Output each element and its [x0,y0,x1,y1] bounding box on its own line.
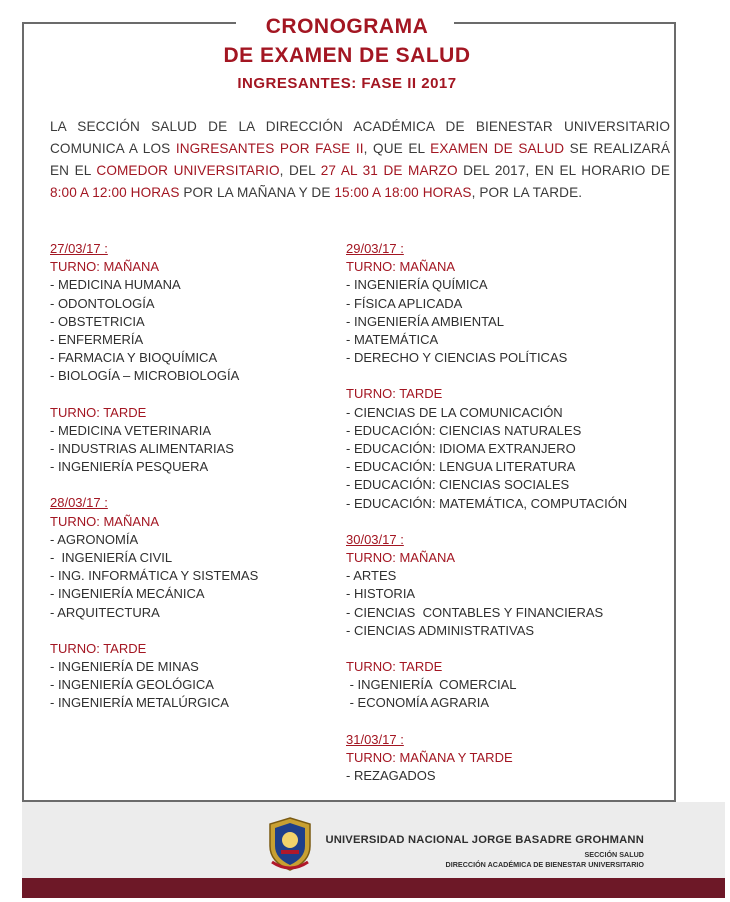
intro-highlight: EXAMEN DE SALUD [430,141,565,156]
shift-label: TURNO: MAÑANA Y TARDE [346,749,513,765]
faculty-item: - INGENIERÍA PESQUERA [50,459,209,475]
section-name: SECCIÓN SALUD [584,850,644,859]
title-line-3: INGRESANTES: FASE II 2017 [237,75,457,92]
intro-highlight: 8:00 A 12:00 HORAS [50,185,180,200]
faculty-item: - EDUCACIÓN: MATEMÁTICA, COMPUTACIÓN [346,495,628,511]
faculty-item: - AGRONOMÍA [50,531,139,547]
faculty-item: - CIENCIAS ADMINISTRATIVAS [346,622,535,638]
intro-text: , QUE EL [363,141,431,156]
faculty-item: - FÍSICA APLICADA [346,295,463,311]
faculty-item: - INGENIERÍA COMERCIAL [346,677,517,693]
faculty-item: - ENFERMERÍA [50,332,144,348]
title-line-1: CRONOGRAMA [265,15,429,38]
faculty-item: - EDUCACIÓN: CIENCIAS NATURALES [346,422,582,438]
shift-label: TURNO: MAÑANA [50,259,160,275]
intro-highlight: 15:00 A 18:00 HORAS [334,185,472,200]
schedule-date: 30/03/17 : [346,531,404,547]
faculty-item: - EDUCACIÓN: LENGUA LITERATURA [346,459,576,475]
intro-text: POR LA MAÑANA Y DE [179,185,335,200]
faculty-item: - DERECHO Y CIENCIAS POLÍTICAS [346,350,568,366]
shift-label: TURNO: MAÑANA [346,259,456,275]
intro-highlight: INGRESANTES POR FASE II [175,141,364,156]
shift-label: TURNO: TARDE [346,659,443,675]
intro-paragraph [50,116,670,204]
faculty-item: - MATEMÁTICA [346,332,439,348]
intro-text: SE REALIZARÁ EN EL [50,141,670,178]
faculty-item: - INGENIERÍA AMBIENTAL [346,313,504,329]
faculty-item: - INGENIERÍA CIVIL [50,550,173,566]
faculty-item: - INDUSTRIAS ALIMENTARIAS [50,441,234,457]
schedule-date: 31/03/17 : [346,731,404,747]
faculty-item: - ODONTOLOGÍA [50,295,155,311]
schedule-date: 29/03/17 : [346,241,404,256]
faculty-item: - OBSTETRICIA [50,313,145,329]
intro-text: , DEL [279,163,321,178]
direction-name: DIRECCIÓN ACADÉMICA DE BIENESTAR UNIVERSITARIO [445,860,644,869]
university-name: UNIVERSIDAD NACIONAL JORGE BASADRE GROHMANN [325,834,644,846]
footer-bar [22,878,725,898]
faculty-item: - ARQUITECTURA [50,604,160,620]
intro-text: , POR LA TARDE. [471,185,583,200]
shift-label: TURNO: TARDE [50,640,147,656]
faculty-item: - INGENIERÍA METALÚRGICA [50,695,229,711]
intro-text: LA SECCIÓN SALUD DE LA DIRECCIÓN ACADÉMICA DE BIENESTAR UNIVERSITARIO COMUNICA A LOS [50,119,670,156]
shift-label: TURNO: TARDE [346,386,443,402]
faculty-item: - EDUCACIÓN: CIENCIAS SOCIALES [346,477,570,493]
faculty-item: - INGENIERÍA DE MINAS [50,659,199,675]
intro-text: DEL 2017, EN EL HORARIO DE [457,163,670,178]
university-seal-icon [266,816,314,872]
faculty-item: - ARTES [346,568,397,584]
faculty-item: - REZAGADOS [346,768,436,784]
intro-highlight: COMEDOR UNIVERSITARIO [96,163,280,178]
faculty-item: - CIENCIAS CONTABLES Y FINANCIERAS [346,604,604,620]
shift-label: TURNO: TARDE [50,404,147,420]
shift-label: TURNO: MAÑANA [50,513,160,529]
title-line-2: DE EXAMEN DE SALUD [223,44,471,67]
schedule-left-column [50,240,340,713]
intro-highlight: 27 AL 31 DE MARZO [320,163,458,178]
faculty-item: - INGENIERÍA GEOLÓGICA [50,677,214,693]
shift-label: TURNO: MAÑANA [346,550,456,566]
schedule-date: 28/03/17 : [50,495,108,511]
faculty-item: - BIOLOGÍA – MICROBIOLOGÍA [50,368,240,384]
faculty-item: - HISTORIA [346,586,416,602]
faculty-item: - FARMACIA Y BIOQUÍMICA [50,350,218,366]
faculty-item: - CIENCIAS DE LA COMUNICACIÓN [346,404,563,420]
faculty-item: - MEDICINA HUMANA [50,277,181,293]
faculty-item: - EDUCACIÓN: IDIOMA EXTRANJERO [346,441,576,457]
faculty-item: - INGENIERÍA QUÍMICA [346,277,488,293]
faculty-item: - MEDICINA VETERINARIA [50,422,212,438]
schedule-right-column [346,240,666,785]
faculty-item: - ING. INFORMÁTICA Y SISTEMAS [50,568,259,584]
faculty-item: - INGENIERÍA MECÁNICA [50,586,205,602]
faculty-item: - ECONOMÍA AGRARIA [346,695,490,711]
schedule-date: 27/03/17 : [50,241,108,256]
